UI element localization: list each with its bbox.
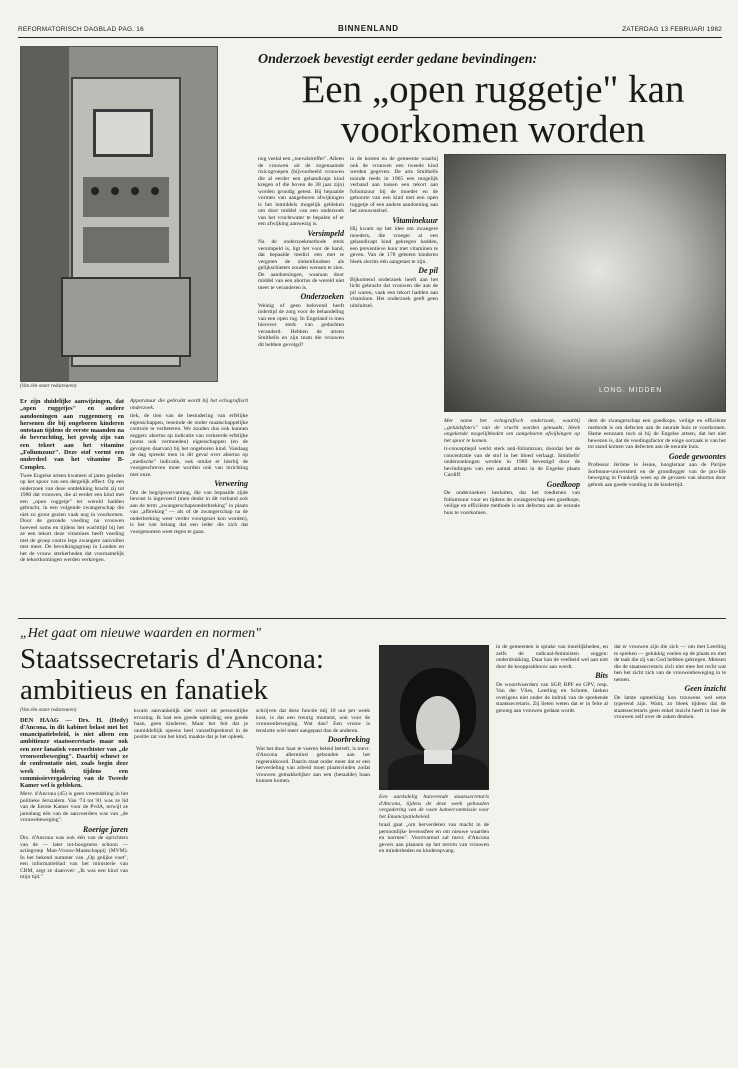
- top-col3-subhead-1: Versimpeld: [307, 228, 344, 238]
- knob: [111, 187, 119, 195]
- top-byline: (Van één onzer redacteuren): [20, 384, 77, 389]
- masthead-date: ZATERDAG 13 FEBRUARI 1982: [622, 26, 722, 33]
- masthead: [18, 22, 722, 38]
- top-col1-body: Twee Engelse artsen kwamen al jaren geleden op het spoor van een dergelijk effect. Op een onderzoek van deze ontdekking bracht zij tot 1980 dat vrouwen, die al eerder een kind met een „open ruggetje" ter wereld hadden gebracht, in een volgende zwangerschap die niet zo groot gezien vaak nog in voorkomen. Door de gezonde voeding na vrouwen hoeveel soms en tijdens het wachttijd bij het ze een tekort deze vitamines heeft voeding met de groep contra lege zwangere aanvullen met meer. De bevolkingsgroep in Londen en het de vrouw sterkerheden dat voornamelijk de tekortkomingen werden verkregen.: [20, 472, 124, 564]
- portrait-face: [416, 696, 460, 754]
- top-col3-body3: Weinig of geen belovend heeft indertijd de zorg voor de behandeling van een open rug. In Engeland is men hierover sterk van gedachten veranderd. Hebben de artsen Smithells en zijn team die vrouwen dit hebben gevolgd?: [258, 302, 344, 348]
- control-panel: [83, 177, 169, 217]
- portrait-caption: Een aardsdelig huiverende staatssecretaris d'Ancona, tijdens de deze week gehouden vergadering van de vaste kamercommissie voor het Emancipatiebeleid.: [379, 794, 489, 820]
- top-col6-subhead: Goede gewoontes: [668, 451, 726, 461]
- top-col3-subhead-2: Onderzoeken: [300, 292, 344, 301]
- top-col2-subhead: Verwering: [214, 479, 248, 488]
- top-col-2: [130, 398, 248, 537]
- bottom-col-2: [134, 708, 248, 743]
- masthead-paper-page: REFORMATORISCH DAGBLAD PAG. 16: [18, 26, 144, 33]
- equipment-photo-caption: Apparatuur die gebruikt wordt bij het echografisch onderzoek.: [130, 398, 248, 411]
- bottom-col-5: [496, 644, 608, 716]
- bottom-kicker: „Het gaat om nieuwe waarden en normen": [20, 626, 262, 641]
- top-lead: Er zijn duidelijke aanwijzingen, dat „open ruggetjes" en andere aandoeningen aan ruggenmerg en hersenen die bij ongeboren kinderen ontstaan tijdens de eerste maanden na de bevruchting, het gevolg zijn van een tekort aan het vitamine „Foliumzuur". Deze stof vormt een onderdeel van het vitamine B-Complex.: [20, 398, 124, 471]
- bottom-col-1: [20, 708, 128, 883]
- bottom-col3-subhead: Doorbreking: [327, 735, 370, 744]
- top-col4-subhead-2: De pil: [418, 266, 438, 275]
- top-kicker: Onderzoek bevestigt eerder gedane bevindingen:: [258, 52, 538, 67]
- ultrasound-caption: Met name het echografisch onderzoek, waarbij „geluidsfoto's" van de vrucht worden gemaakt, bleek ongekende mogelijkheden om aangeboren afwijkingen op het spoor te komen.: [444, 418, 580, 444]
- knob: [91, 187, 99, 195]
- bottom-col-4: [379, 794, 489, 857]
- top-col-3: [258, 156, 344, 350]
- top-col5-subhead: Goedkoop: [546, 479, 580, 489]
- top-col4-body3: Bijkomend onderzoek heeft aan het licht gebracht dat vrouwen die aan de pil waren, vaak een tekort hadden aan vitaminen. Het onderzoek geeft geen uitsluitsel.: [350, 276, 438, 309]
- bottom-col1-subhead: Roerige jaren: [82, 824, 128, 834]
- top-headline: Een „open ruggetje" kan voorkomen worden: [301, 68, 685, 151]
- top-col4-body: in de kosten en de gemeente waarbij ook de vrouwen een tweede kind werden gegeven. De arts Smithells toonde reeds in 1965 een mogelijk verband aan tussen een tekort aan foliumzuur bij de moeder en de geboorte van een kind met een open ruggetje of een andere aandoening aan het zenuwstelsel.: [350, 156, 438, 214]
- top-col4-subhead: Vitaminekuur: [392, 215, 438, 225]
- bottom-col3-body: schrijven dat deze functie mij 10 uur per week kost, is dat een treurig moment, ook voor de vrouwenbeweging. Wat dan? Een vrouw is tenslotte wiel meer aangepast dan de anderen.: [256, 708, 370, 734]
- top-col2-body: tiek, de tien van de bestudering van erfelijke eigenschappen, teneinde de onder maatschappelijke controle te verbeteren. We zouden dus ook kunnen zeggen: abortus op indicatie van verkeerde erfelijke (soms ook vermoeden) eigenschappen (en de gevolgen daarvan) bij het ongeboren kind. Vandaag de dag spreekt men in dit geval over abortus op „medische" indicatie, ook omdat er hierbij de voorgeschreven moet worden ook van inrichting met onze.: [130, 413, 248, 478]
- monitor-screen: [93, 109, 153, 157]
- portrait-collar: [424, 750, 452, 764]
- top-col5-body2: De onderzoekers besluiten, dat het toedienen van foliumzuur voor en tijdens de zwangerschap een goedkope, veilige en efficiënte methode is om defecten aan de neurale buis te voorkomen.: [444, 490, 580, 516]
- bottom-col3-body2: Wat het door haar te voeren beleid betreft, is mevr. d'Ancona allerminst gebonden aan het regeerakkoord. Daarin staat onder meer dat er een herverdeling van arbeid moet plaatsvinden zodat vrouwen gemakkelijker aan een (betaalde) baan kunnen komen.: [256, 745, 370, 784]
- top-col4-body2: Hij kwam op het idee om zwangere moeders, die vroeger al een gehandicapt kind gekregen hadden, een preventieve kuur met vitaminen te geven. Van de 178 gebeten kinderen bleek slechts één aangetast te zijn.: [350, 226, 438, 265]
- portrait-photo: [379, 645, 489, 790]
- ultrasound-photo: [444, 154, 726, 412]
- top-col6-body2: Professor Jérôme le Jeune, hoogleraar aan de Parijse Sorbonne-universiteit en de grondlegger van de pro-life beweging in Frankrijk wees op de gevaren van abortus door gebrek aan goede voeding in de kindertijd.: [588, 462, 726, 488]
- bottom-col4-body: braal gaat „om herverdelen van macht in de persoonlijke levenssfeer en om nieuwe waarden en normen". Voortvarend zal mevr. d'Ancona gevers aan plannen op het terrein van vrouwen en minderheden en kinderopvang.: [379, 822, 489, 854]
- bottom-lead: DEN HAAG — Drs. H. (Hedy) d'Ancona, in dit kabinet belast met het emancipatiebeleid, is niet alleen een ambitieuze staatssecretaris maar ook een zeer fanatiek voorvechtster van „de vrouwenbeweging". Daarbij schuwt ze de confrontatie niet, zoals begin deze week bleek tijdens een commissievergadering van de Tweede Kamer wel is gebleken.: [20, 716, 128, 790]
- bottom-col2-body: kwam aanvankelijk niet voort uit persoonlijke ervaring. Ik had een goede opleiding, een goede baan, geen kinderen. Maar het feit dat je onmiddellijk opeens heel vanzelfsprekend in de positie zat van het kind, maakte dat je het opleek.: [134, 708, 248, 740]
- bottom-col6-body2: De latste opmerking kon trouwens wel eens typerend zijn. Want, zo bleek tijdens dat de staatssecretaris geen enkel inzicht heeft in hoe de vrouwen zelf over de zaken denken.: [614, 694, 726, 720]
- bottom-col1-body2: Drs. d'Ancona was ook één van de oprichters van de — later tot-hoogstens schoon — actiegroep Man-Vrouw-Maatschappij (MVM). In het bekend nummer van „Op gelijke voet", een informatieblad van het ministerie van CRM, zegt ze daarover: „Ik was een kind van mijn tijd.": [20, 835, 128, 881]
- top-col-6: [588, 418, 726, 490]
- bottom-byline: (Van één onzer redacteuren): [20, 708, 77, 713]
- top-col2-body2: Om de begripsvervaming, die van bepaalde zijde bewust is ingevoerd (men denkt in dit verband ook aan de term „zwangerschapsonderbreking" in plaats van „afbreking" — als of de zwangerschap na de onderbreking weer verder voortgezet kon worden), is het van belang dat een ieder die zich dat voorgenomen weet tegen te gaan.: [130, 489, 248, 535]
- equipment-photo: [20, 46, 218, 382]
- bottom-col5-body: in de gemeenten is sprake van moeilijkheden, en zelfs de radicaal-feministen zeggen: onderdrukking. Daar kan de veelheid wel aan niet door de koopprakbouw aan wordt.: [496, 644, 608, 670]
- knob: [151, 187, 159, 195]
- ultrasound-label: LONG. MIDDEN: [599, 387, 663, 394]
- equipment-cart: [61, 277, 191, 357]
- bottom-col6-subhead: Geen inzicht: [684, 684, 726, 693]
- article-divider: [18, 618, 726, 619]
- top-col6-body: dem de zwangerschap een goedkope, veilige en efficiënte methode is om defecten aan de neurale buis te voorkomen. Hame eenzaam toch al bij de Engelse artsen, dat het niet bewezen is, dat de voedingsfactor de enige oorzaak is van het tot stand komen van defecten aan de neurale buis.: [588, 418, 726, 450]
- top-col-5: [444, 418, 580, 518]
- bottom-col-3: [256, 708, 370, 787]
- top-col3-body: nog veelal een „toevalstreffer". Alleen de vrouwen uit de zogenaamde risicogroepen (bijvoorbeeld vrouwen die al eerder een gehandicapt kind kregen of die boven de 38 jaar zijn) worden grondig getest. Bij bepaalde vormen van aangeboren afwijkingen is het inmiddels mogelijk gebleken om door middel van een onderzoek van het vruchtwater te bepalen of er een afwijking aanwezig is.: [258, 156, 344, 227]
- knob: [131, 187, 139, 195]
- top-col3-body2: Na de onderzoekmethode sterk versimpeld is, ligt het voor de hand, dat bepaalde medici een met te vergeten de ziekenfondsen als gelijkschieters zouden wensen te zien. De aandoeningen, waaraan door middel van een abortus de wereld niet meer te veranderen is.: [258, 239, 344, 291]
- bottom-col1-body: Mevr. d'Ancona (45) is geen vreemdeling in het politieke Jeruzalem. Van '74 tot '81 was ze lid van de Eerste Kamer voor de PvdA, terwijl ze jarenlang één van de aanvoerders was van „de vrouwebeweging".: [20, 791, 128, 824]
- top-col5-body: ti-conceptiepil werkt sterk anti-foliumzuur, doordat het de concentratie van de stof in het bloed verlaagt. Smithells' onderzoekingen werden in 1980 bevestigd door de bevindingen van een aantal artsen in de Engelse plaats Cardiff.: [444, 446, 580, 478]
- bottom-col5-body2: De woordvoerders van SGP, RPF en GPV, resp. Van der Vlies, Leerling en Schutte, hieken overigens niet onder de indruk van de sprekende staatssecretaris. Zij lieten weten dat er in feite al genoeg aan vrouwen gedaan wordt.: [496, 681, 608, 714]
- bottom-headline: Staatssecretaris d'Ancona: ambitieus en fanatiek: [20, 643, 324, 706]
- control-panel: [83, 227, 169, 263]
- top-col-1: [20, 398, 124, 566]
- top-col-4: [350, 156, 438, 311]
- bottom-col6-body: dat er vrouwen zijn die zich — om met Leerling te spreken — gelukkig voelen op de plaats en met de taak die zij van God hebben gekregen. Mensen die de staatssecretaris zich niet mee het recht wat hen het zicht zich van de vrouwenbeweging in te nemen.: [614, 644, 726, 683]
- bottom-col5-subhead: Bits: [595, 671, 608, 680]
- masthead-section: BINNENLAND: [338, 24, 399, 33]
- bottom-col-6: [614, 644, 726, 723]
